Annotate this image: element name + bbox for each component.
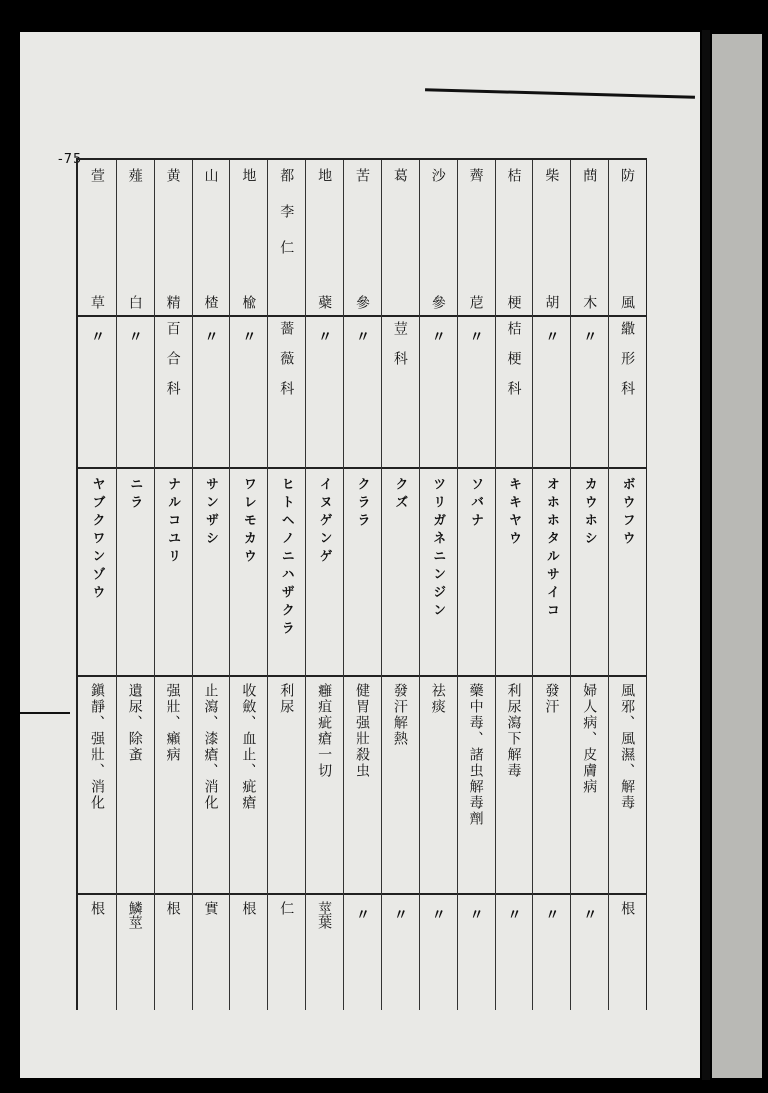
medicinal-use-cell: 利尿瀉下解毒 xyxy=(505,683,522,779)
herb-name-bottom: 胡 xyxy=(543,295,560,309)
herb-name-top: 地 xyxy=(316,168,333,204)
page-number: -75- xyxy=(58,152,88,167)
plant-part-cell: 〃 xyxy=(581,907,598,921)
herb-name-cell xyxy=(457,160,495,315)
herb-name-cell xyxy=(343,160,381,315)
japanese-name-cell: ワレモカウ xyxy=(240,477,256,567)
medicinal-use-cell: 强壯、癩病 xyxy=(164,683,181,763)
japanese-name-cell: ヤブクワンゾウ xyxy=(89,477,105,603)
plant-part-cell: 根 xyxy=(240,901,257,915)
herb-name-top: 桔 xyxy=(505,168,522,204)
medicinal-use-cell: 發汗解熱 xyxy=(391,683,408,747)
plant-part-cell: 莖葉 xyxy=(316,901,333,929)
medicinal-use-cell: 止瀉、漆瘡、消化 xyxy=(202,683,219,811)
medicinal-use-cell: 祛痰 xyxy=(429,683,446,715)
plant-family-cell: 荳科 xyxy=(391,321,408,381)
plant-part-cell: 〃 xyxy=(354,907,370,921)
herb-name-top: 沙 xyxy=(429,168,446,204)
japanese-name-cell: サンザシ xyxy=(203,477,219,549)
plant-family-cell: 百合科 xyxy=(164,321,181,411)
plant-family-cell: 繖形科 xyxy=(619,321,636,411)
plant-family-cell: 〃 xyxy=(354,329,370,343)
plant-family-cell: 〃 xyxy=(429,329,446,343)
plant-family-cell: 〃 xyxy=(126,329,143,343)
japanese-name-cell: カウホシ xyxy=(581,477,597,549)
plant-part-cell: 根 xyxy=(164,901,181,915)
herb-name-bottom: 梗 xyxy=(505,295,522,309)
plant-family-cell: 〃 xyxy=(543,329,560,343)
herb-name-top: 薺 xyxy=(467,168,484,204)
herb-name-bottom: 楡 xyxy=(240,295,257,309)
medicinal-use-cell: 健胃强壯殺虫 xyxy=(354,683,370,779)
plant-family-cell: 〃 xyxy=(240,329,257,343)
medicinal-use-cell: 遺尿、除蚉 xyxy=(126,683,143,763)
herb-name-top: 防 xyxy=(619,168,636,204)
herb-name-top: 柴 xyxy=(543,168,560,204)
plant-family-cell: 〃 xyxy=(467,329,484,343)
plant-part-cell: 鱗莖 xyxy=(126,901,143,929)
herb-name-cell xyxy=(78,160,116,315)
facing-page-edge xyxy=(712,34,762,1078)
herb-name-bottom: 苨 xyxy=(467,295,484,309)
japanese-name-cell: ナルコユリ xyxy=(165,477,181,567)
plant-part-cell: 仁 xyxy=(278,901,295,915)
herb-name-cell xyxy=(419,160,457,315)
plant-family-cell: 〃 xyxy=(581,329,598,343)
plant-part-cell: 〃 xyxy=(505,907,522,921)
herb-name-top: 山 xyxy=(202,168,219,204)
plant-family-cell: 桔梗科 xyxy=(505,321,522,411)
herb-name-bottom: 楂 xyxy=(202,295,219,309)
plant-family-cell: 〃 xyxy=(316,329,333,343)
japanese-name-cell: ヒトヘノニハザクラ xyxy=(278,477,294,639)
scan-mark xyxy=(20,712,70,714)
herb-name-bottom: 參 xyxy=(429,295,446,309)
japanese-name-cell: ツリガネニンジン xyxy=(430,477,446,621)
herb-name-cell xyxy=(532,160,570,315)
japanese-name-cell: クズ xyxy=(392,477,408,513)
herb-name-top: 黄 xyxy=(164,168,181,204)
plant-part-cell: 實 xyxy=(202,901,219,915)
medicinal-use-cell: 利尿 xyxy=(278,683,295,715)
medicinal-use-cell: 癰疽疵瘡一切 xyxy=(316,683,333,779)
herb-name-cell xyxy=(192,160,230,315)
plant-part-cell: 〃 xyxy=(391,907,408,921)
plant-family-cell: 〃 xyxy=(88,329,105,343)
herb-name-top: 蔄 xyxy=(581,168,598,204)
herb-name-top: 萱 xyxy=(88,168,105,204)
japanese-name-cell: イヌゲンゲ xyxy=(316,477,332,567)
plant-family-cell: 〃 xyxy=(202,329,219,343)
medicinal-use-cell: 發汗 xyxy=(543,683,560,715)
herb-name-bottom: 草 xyxy=(88,295,105,309)
herb-name-top: 地 xyxy=(240,168,257,204)
plant-part-cell: 〃 xyxy=(429,907,446,921)
japanese-name-cell: クララ xyxy=(354,477,370,531)
herb-name-bottom: 參 xyxy=(353,295,370,309)
japanese-name-cell: ニラ xyxy=(127,477,143,513)
herb-name-top: 薤 xyxy=(126,168,143,204)
herb-name-cell xyxy=(495,160,533,315)
herb-name-bottom: 風 xyxy=(619,295,636,309)
japanese-name-cell: キキヤウ xyxy=(505,477,521,549)
medicinal-use-cell: 鎭靜、强壯、消化 xyxy=(88,683,105,811)
herb-name-bottom: 蘗 xyxy=(316,295,333,309)
plant-part-cell: 根 xyxy=(619,901,636,915)
plant-part-cell: 〃 xyxy=(543,907,560,921)
herb-name-bottom: 白 xyxy=(126,295,143,309)
herb-name-top: 苦 xyxy=(353,168,370,204)
herb-name-top: 葛 xyxy=(391,168,408,204)
herb-name-cell xyxy=(608,160,646,315)
japanese-name-cell: ソバナ xyxy=(468,477,484,531)
herb-name-cell xyxy=(154,160,192,315)
herb-name-cell xyxy=(267,160,305,315)
herb-name-cell xyxy=(305,160,343,315)
herb-name-bottom: 木 xyxy=(581,295,598,309)
plant-part-cell: 根 xyxy=(88,901,105,915)
plant-part-cell: 〃 xyxy=(467,907,484,921)
japanese-name-cell: ボウフウ xyxy=(619,477,635,549)
medicinal-use-cell: 收斂、血止、疵瘡 xyxy=(240,683,257,811)
japanese-name-cell: オホホタルサイコ xyxy=(543,477,559,621)
herb-table xyxy=(76,158,647,1010)
plant-family-cell: 薔薇科 xyxy=(278,321,295,411)
herb-name-top: 都李仁 xyxy=(278,168,295,276)
herb-name-cell xyxy=(381,160,419,315)
medicinal-use-cell: 風邪、風濕、解毒 xyxy=(619,683,636,811)
herb-name-cell xyxy=(116,160,154,315)
medicinal-use-cell: 藥中毒、諸虫解毒劑 xyxy=(467,683,484,827)
medicinal-use-cell: 婦人病、皮膚病 xyxy=(581,683,598,795)
herb-name-cell xyxy=(570,160,608,315)
herb-name-bottom: 精 xyxy=(164,295,181,309)
herb-name-cell xyxy=(229,160,267,315)
page-binding xyxy=(702,30,710,1080)
